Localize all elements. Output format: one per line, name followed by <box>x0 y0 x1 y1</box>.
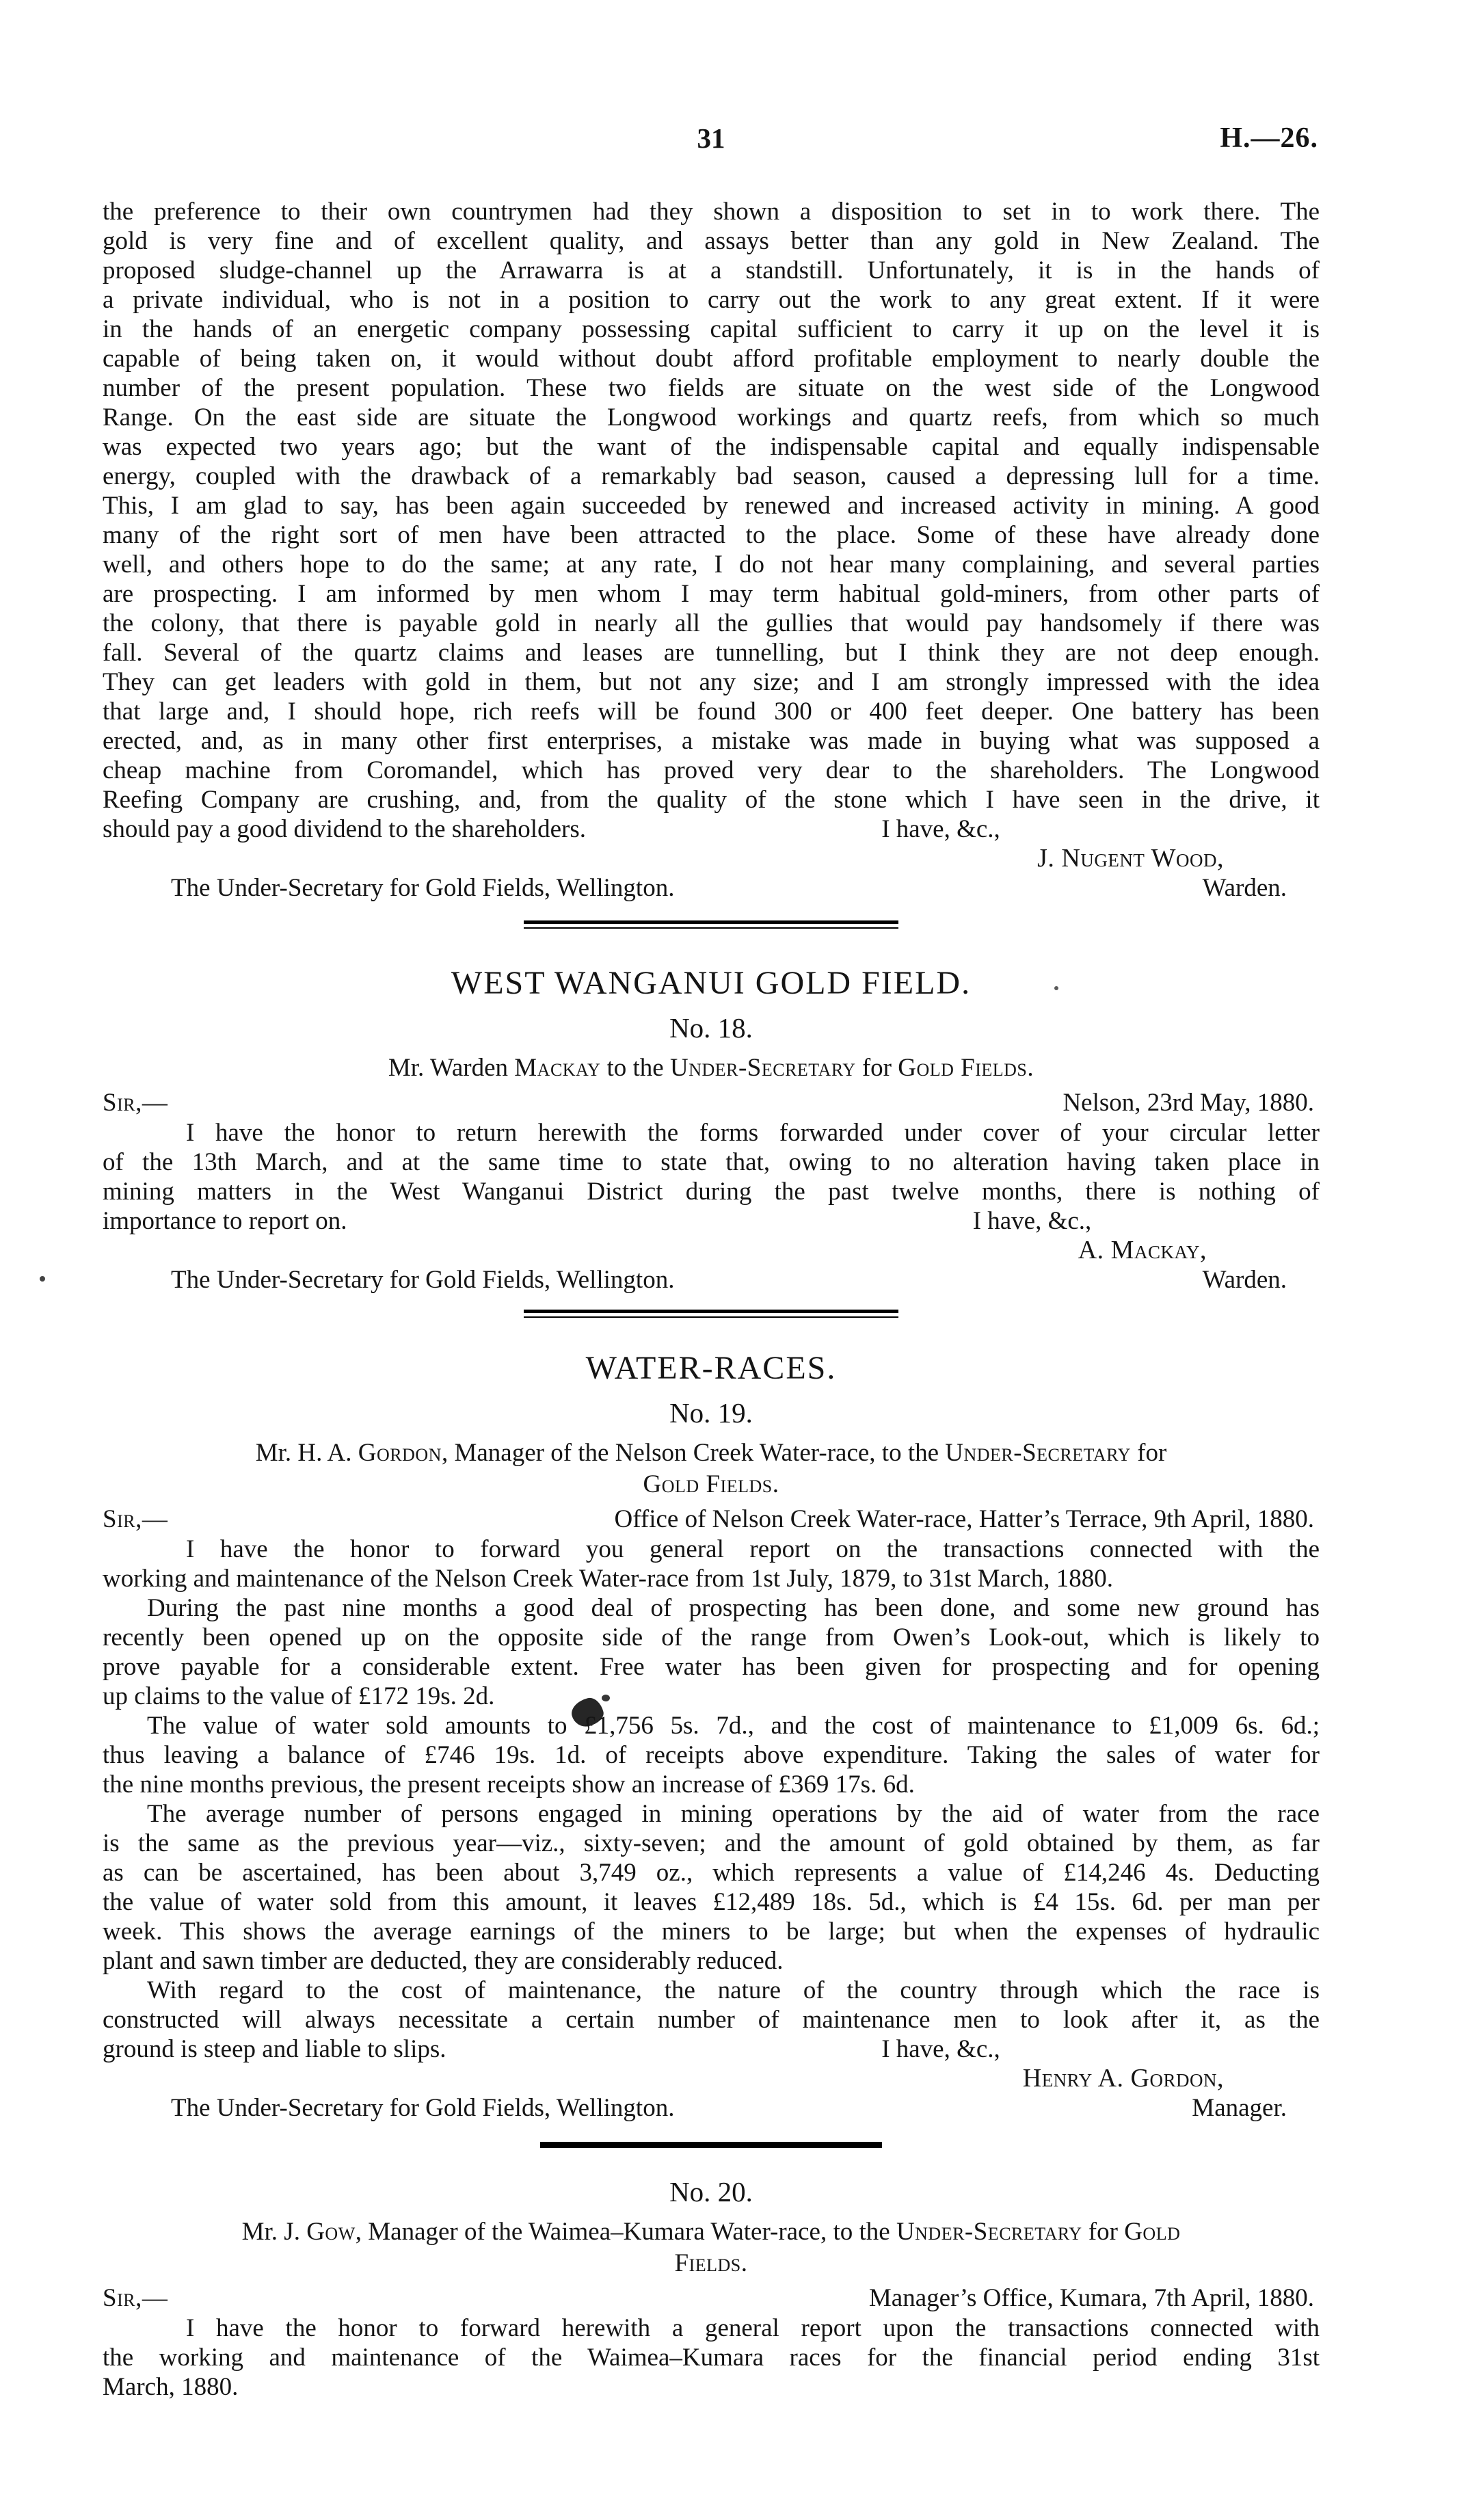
text-line: mining matters in the West Wanganui District during the past twelve months, there is nothing of <box>103 1178 1320 1206</box>
salutation: Sir,— <box>103 1505 168 1533</box>
letter-number-20: No. 20. <box>669 2176 753 2207</box>
letter-closing-row <box>103 814 1320 844</box>
text-line: Reefing Company are crushing, and, from the quality of the stone which I have seen in the drive, it <box>103 786 1320 814</box>
text-line: constructed will always necessitate a certain number of maintenance men to look after it, as the <box>103 2006 1320 2034</box>
letter-byline-19: Mr. H. A. Gordon, Manager of the Nelson Creek Water-race, to the Under-Secretary for <box>255 1439 1167 1467</box>
text-line: I have the honor to return herewith the forms forwarded under cover of your circular letter <box>186 1119 1320 1147</box>
section-divider <box>540 2142 882 2148</box>
section-title-water-races: WATER-RACES. <box>585 1350 837 1386</box>
continuation-paragraph <box>103 197 1320 814</box>
letter-body-20 <box>103 2313 1320 2402</box>
letter-opening-19 <box>103 1535 1320 1593</box>
text-line: the value of water sold from this amount, it leaves £12,489 18s. 5d., which is £4 15s. 6d. per man per <box>103 1888 1320 1916</box>
signature-name: Henry A. Gordon, <box>1022 2064 1224 2093</box>
text-line: up claims to the value of £172 19s. 2d. <box>103 1682 495 1710</box>
text-line: capable of being taken on, it would without doubt afford profitable employment to nearly double the <box>103 345 1320 373</box>
text-line: With regard to the cost of maintenance, the nature of the country through which the race is <box>147 1976 1320 2004</box>
text-line: in the hands of an energetic company possessing capital sufficient to carry it up on the level it is <box>103 315 1320 343</box>
text-line: as can be ascertained, has been about 3,749 oz., which represents a value of £14,246 4s. Deducting <box>103 1859 1320 1887</box>
text-line: This, I am glad to say, has been again succeeded by renewed and increased activity in mining. A good <box>103 492 1320 520</box>
text-line: Range. On the east side are situate the Longwood workings and quartz reefs, from which so much <box>103 403 1320 432</box>
text-line: thus leaving a balance of £746 19s. 1d. of receipts above expenditure. Taking the sales of water for <box>103 1741 1320 1769</box>
valediction: I have, &c., <box>972 1207 1092 1235</box>
paper-reference: H.—26. <box>1220 122 1318 154</box>
section-divider <box>524 920 898 929</box>
final-line: importance to report on. <box>103 1207 347 1235</box>
valediction: I have, &c., <box>881 2035 1000 2063</box>
letter-byline-20-line2: Fields. <box>674 2249 748 2277</box>
letter-number-18: No. 18. <box>669 1012 753 1044</box>
addressee: The Under-Secretary for Gold Fields, Wellington. <box>171 1266 675 1294</box>
print-artifact-dot <box>40 1276 45 1282</box>
final-line: should pay a good dividend to the shareholders. <box>103 815 586 843</box>
salutation: Sir,— <box>103 2284 168 2312</box>
text-line: the nine months previous, the present receipts show an increase of £369 17s. 6d. <box>103 1770 915 1799</box>
signature-title: Warden. <box>1202 1266 1287 1294</box>
addressee: The Under-Secretary for Gold Fields, Wellington. <box>171 2094 675 2122</box>
section-title-west-wanganui: WEST WANGANUI GOLD FIELD. <box>451 965 972 1001</box>
letter-number-19: No. 19. <box>669 1397 753 1429</box>
signature-name: A. Mackay, <box>1078 1236 1207 1264</box>
text-line: plant and sawn timber are deducted, they are considerably reduced. <box>103 1947 784 1975</box>
text-line: fall. Several of the quartz claims and leases are tunnelling, but I think they are not deep enough. <box>103 639 1320 667</box>
section-divider <box>524 1310 898 1318</box>
text-line: prove payable for a considerable extent. Free water has been given for prospecting and for opening <box>103 1653 1320 1681</box>
text-line: is the same as the previous year—viz., sixty-seven; and the amount of gold obtained by them, as far <box>103 1829 1320 1857</box>
text-line: the preference to their own countrymen had they shown a disposition to set in to work there. The <box>103 198 1320 226</box>
text-column <box>103 0 1320 2402</box>
page-header <box>103 122 1320 156</box>
addressee: The Under-Secretary for Gold Fields, Wellington. <box>171 874 675 902</box>
text-line: cheap machine from Coromandel, which has proved very dear to the shareholders. The Longwood <box>103 756 1320 784</box>
text-line: gold is very fine and of excellent quality, and assays better than any gold in New Zealand. The <box>103 227 1320 255</box>
text-line: the colony, that there is payable gold in nearly all the gullies that would pay handsomely if there was <box>103 609 1320 637</box>
text-line: They can get leaders with gold in them, but not any size; and I am strongly impressed with the idea <box>103 668 1320 696</box>
text-line: The value of water sold amounts to £1,756 5s. 7d., and the cost of maintenance to £1,009 6s. 6d.; <box>147 1712 1320 1740</box>
letter-closing-row <box>103 1206 1320 1236</box>
text-line: March, 1880. <box>103 2373 239 2401</box>
salutation: Sir,— <box>103 1089 168 1117</box>
text-line: of the 13th March, and at the same time to state that, owing to no alteration having taken place in <box>103 1148 1320 1176</box>
page-number: 31 <box>697 122 725 154</box>
valediction: I have, &c., <box>881 815 1000 843</box>
text-line: the working and maintenance of the Waimea–Kumara races for the financial period ending 31st <box>103 2344 1320 2372</box>
paragraph <box>103 1799 1320 1976</box>
signature-title: Manager. <box>1192 2094 1287 2122</box>
text-line: proposed sludge-channel up the Arrawarra is at a standstill. Unfortunately, it is in the hands of <box>103 256 1320 284</box>
final-line: ground is steep and liable to slips. <box>103 2035 446 2063</box>
letter-byline-20: Mr. J. Gow, Manager of the Waimea–Kumara Water-race, to the Under-Secretary for Gold <box>241 2218 1181 2246</box>
letter-byline-19-line2: Gold Fields. <box>643 1470 779 1498</box>
text-line: erected, and, as in many other first enterprises, a mistake was made in buying what was supposed a <box>103 727 1320 755</box>
text-line: number of the present population. These two fields are situate on the west side of the Longwood <box>103 374 1320 402</box>
paragraph <box>103 1593 1320 1711</box>
paragraph <box>103 1711 1320 1799</box>
dateline: Office of Nelson Creek Water-race, Hatter’s Terrace, 9th April, 1880. <box>614 1505 1314 1533</box>
letter-paragraphs-19 <box>103 1593 1320 1976</box>
text-line: I have the honor to forward you general report on the transactions connected with the <box>186 1535 1320 1563</box>
text-line: working and maintenance of the Nelson Creek Water-race from 1st July, 1879, to 31st March, 1880. <box>103 1565 1113 1593</box>
text-line: that large and, I should hope, rich reefs will be found 300 or 400 feet deeper. One battery has been <box>103 698 1320 726</box>
text-line: are prospecting. I am informed by men whom I may term habitual gold-miners, from other parts of <box>103 580 1320 608</box>
text-line: many of the right sort of men have been attracted to the place. Some of these have already done <box>103 521 1320 549</box>
text-line: I have the honor to forward herewith a general report upon the transactions connected with <box>186 2314 1320 2342</box>
text-line: The average number of persons engaged in mining operations by the aid of water from the race <box>147 1800 1320 1828</box>
letter-closing-row <box>103 2034 1320 2064</box>
text-line: a private individual, who is not in a position to carry out the work to any great extent. If it were <box>103 286 1320 314</box>
text-line: recently been opened up on the opposite side of the range from Owen’s Look-out, which is likely to <box>103 1623 1320 1652</box>
dateline: Nelson, 23rd May, 1880. <box>1063 1089 1314 1117</box>
text-line: well, and others hope to do the same; at any rate, I do not hear many complaining, and several parties <box>103 551 1320 579</box>
letter-last-paragraph-19 <box>103 1976 1320 2034</box>
letter-body-18 <box>103 1118 1320 1206</box>
text-line: During the past nine months a good deal of prospecting has been done, and some new ground has <box>147 1594 1320 1622</box>
salutation-row <box>103 2283 1320 2313</box>
signature-title: Warden. <box>1202 874 1287 902</box>
letter-byline-18: Mr. Warden Mackay to the Under-Secretary for Gold Fields. <box>388 1054 1034 1082</box>
signature-row <box>103 2093 1320 2123</box>
dateline: Manager’s Office, Kumara, 7th April, 1880. <box>868 2284 1314 2312</box>
text-line: energy, coupled with the drawback of a remarkably bad season, caused a depressing lull for a time. <box>103 462 1320 490</box>
signature-row <box>103 1265 1320 1295</box>
signature-row <box>103 873 1320 903</box>
salutation-row <box>103 1088 1320 1118</box>
salutation-row <box>103 1504 1320 1535</box>
text-line: week. This shows the average earnings of the miners to be large; but when the expenses of hydraulic <box>103 1918 1320 1946</box>
signature-name: J. Nugent Wood, <box>1037 844 1224 873</box>
text-line: was expected two years ago; but the want of the indispensable capital and equally indispensable <box>103 433 1320 461</box>
